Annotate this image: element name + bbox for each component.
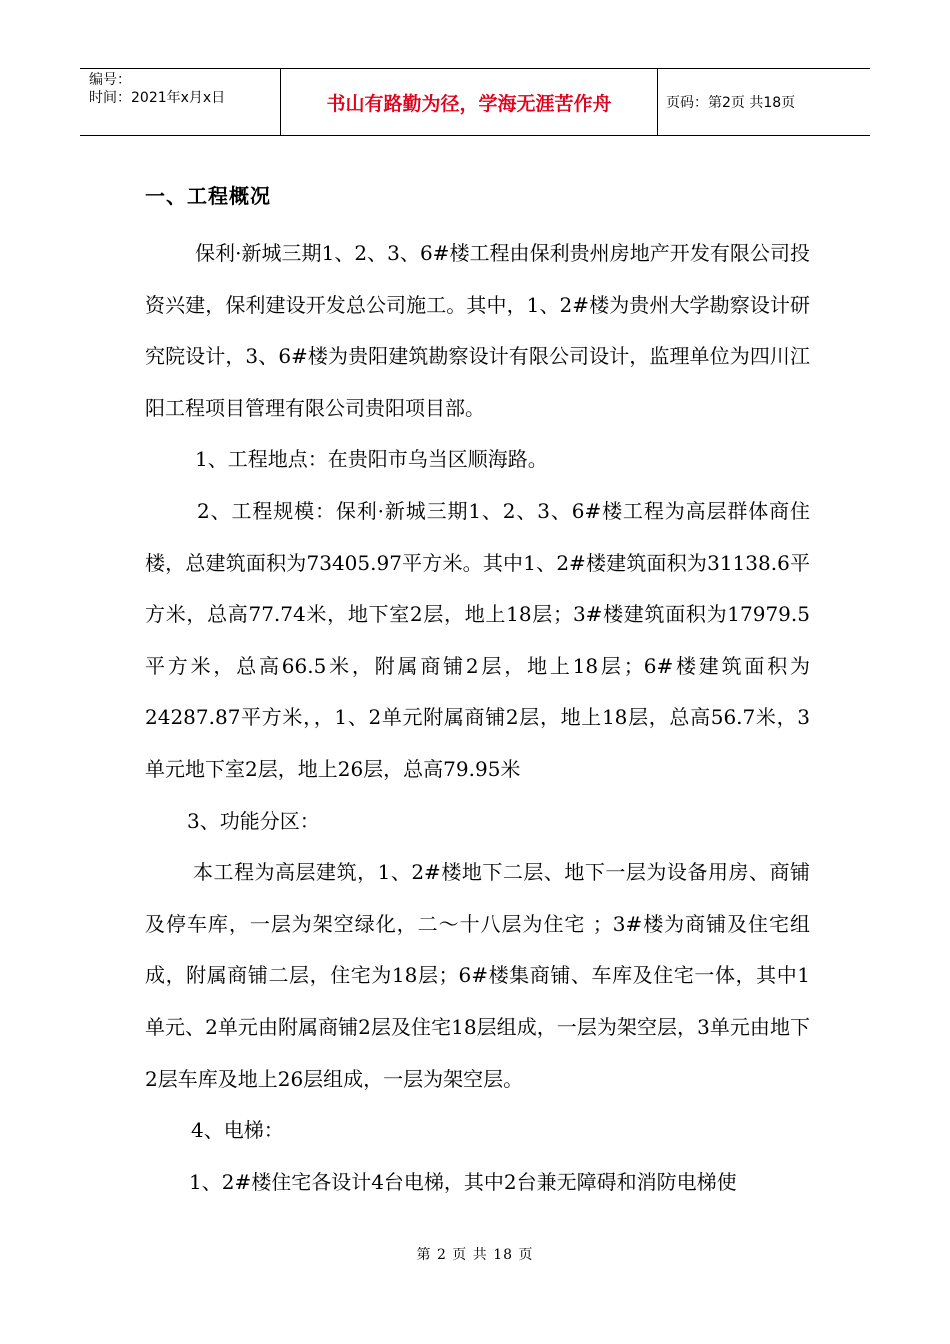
paragraph-zoning: 本工程为高层建筑，1、2#楼地下二层、地下一层为设备用房、商铺及停车库，一层为架空绿化，二～十八层为住宅 ；3#楼为商铺及住宅组成，附属商铺二层，住宅为18层；6#楼集商铺、车库及住宅一体，其中1单元、2单元由附属商铺2层及住宅18层组成，一层为架空层，3单元由地下2层车库及地上26层组成，一层为架空层。 <box>145 860 810 1091</box>
paragraph-intro: 保利·新城三期1、2、3、6#楼工程由保利贵州房地产开发有限公司投资兴建，保利建设开发总公司施工。其中，1、2#楼为贵州大学勘察设计研究院设计，3、6#楼为贵阳建筑勘察设计有限公司设计，监理单位为四川江阳工程项目管理有限公司贵阳项目部。 <box>145 241 810 420</box>
paragraph-scale: 2、工程规模：保利·新城三期1、2、3、6#楼工程为高层群体商住楼，总建筑面积为73405.97平方米。其中1、2#楼建筑面积为31138.6平方米，总高77.74米，地下室2层，地上18层；3#楼建筑面积为17979.5平方米，总高66.5米，附属商铺2层，地上18层；6#楼建筑面积为24287.87平方米，，1、2单元附属商铺2层，地上18层，总高56.7米，3单元地下室2层，地上26层，总高79.95米 <box>145 498 810 781</box>
document-header <box>80 68 870 136</box>
time-label: 时间：2021年x月x日 <box>89 90 226 106</box>
document-body <box>145 228 810 1208</box>
paragraph-zoning-title: 3、功能分区： <box>187 808 320 833</box>
header-motto: 书山有路勤为径，学海无涯苦作舟 <box>281 69 658 135</box>
section-title: 一、工程概况 <box>145 184 271 208</box>
paragraph-location: 1、工程地点：在贵阳市乌当区顺海路。 <box>195 447 548 472</box>
code-label: 编号： <box>89 72 131 88</box>
paragraph-elevator: 1、2#楼住宅各设计4台电梯，其中2台兼无障碍和消防电梯使 <box>189 1169 737 1194</box>
header-page-info: 页码：第2页 共18页 <box>666 95 796 111</box>
page-footer: 第 2 页 共 18 页 <box>416 1247 534 1263</box>
header-meta <box>80 69 281 135</box>
paragraph-elevator-title: 4、电梯： <box>191 1118 284 1143</box>
